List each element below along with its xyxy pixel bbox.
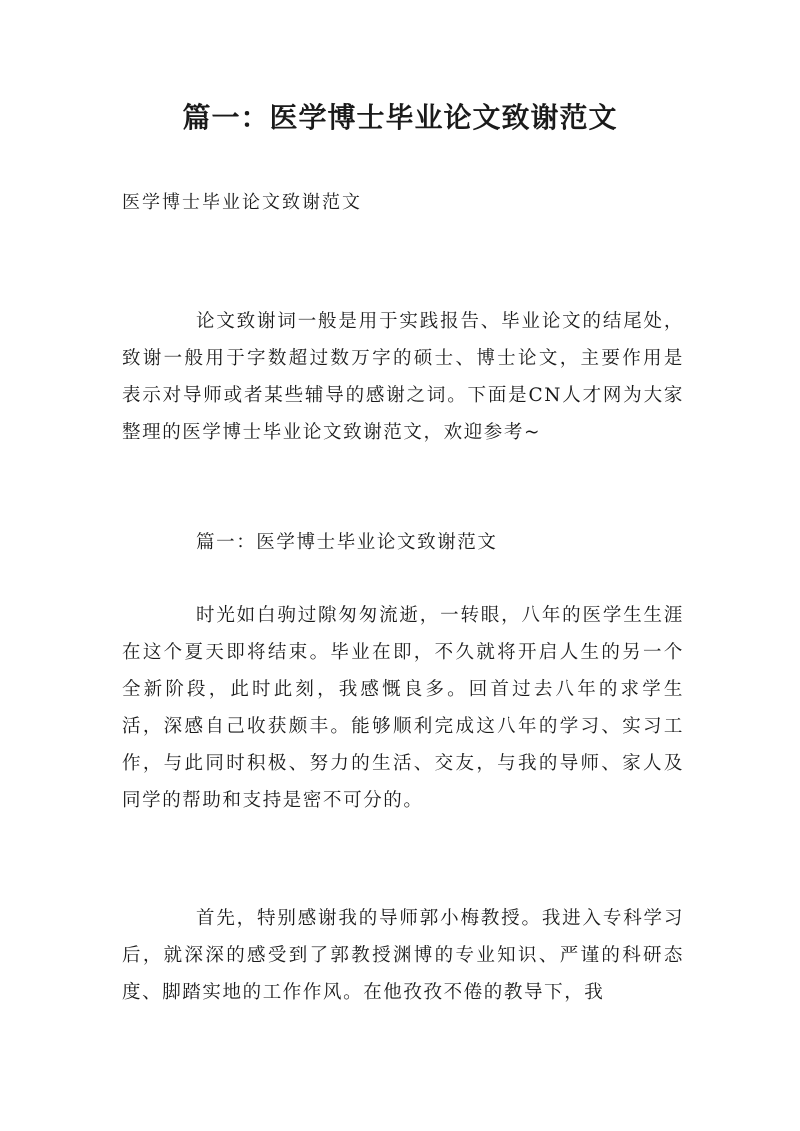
document-subtitle: 医学博士毕业论文致谢范文 [122, 192, 362, 213]
body-paragraph-1: 时光如白驹过隙匆匆流逝，一转眼，八年的医学生生涯在这个夏天即将结束。毕业在即，不久就将开启人生的另一个全新阶段，此时此刻，我感慨良多。回首过去八年的求学生活，深感自己收获颇丰。能够顺利完成这八年的学习、实习工作，与此同时积极、努力的生活、交友，与我的导师、家人及同学的帮助和支持是密不可分的。 [122, 605, 684, 811]
section-heading: 篇一：医学博士毕业论文致谢范文 [196, 532, 498, 553]
document-title: 篇一：医学博士毕业论文致谢范文 [182, 101, 618, 134]
intro-paragraph: 论文致谢词一般是用于实践报告、毕业论文的结尾处，致谢一般用于字数超过数万字的硕士、博士论文，主要作用是表示对导师或者某些辅导的感谢之词。下面是CN人才网为大家整理的医学博士毕业论文致谢范文，欢迎参考~ [122, 311, 684, 443]
body-paragraph-2: 首先，特别感谢我的导师郭小梅教授。我进入专科学习后，就深深的感受到了郭教授渊博的专业知识、严谨的科研态度、脚踏实地的工作作风。在他孜孜不倦的教导下，我 [122, 908, 684, 1003]
